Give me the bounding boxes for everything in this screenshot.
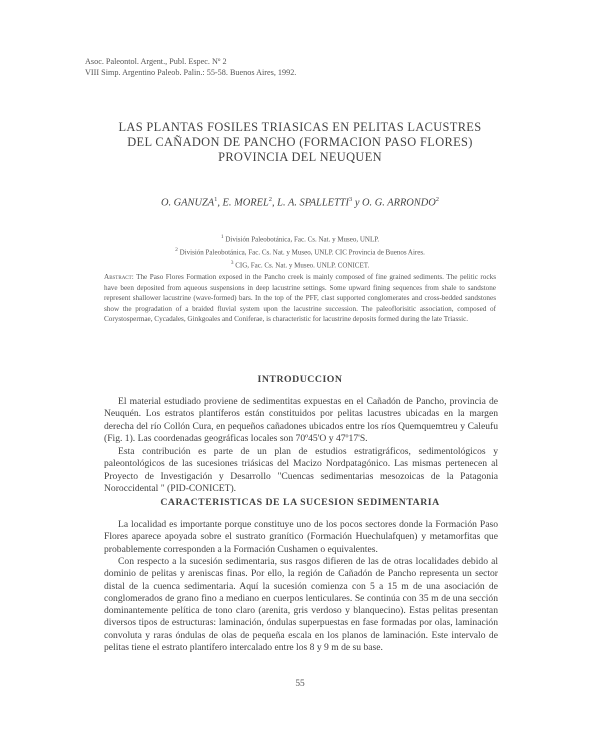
affiliation-3-mark: 3 [230,259,234,266]
title-line-1: LAS PLANTAS FOSILES TRIASICAS EN PELITAS LACUSTRES [118,120,482,134]
title-line-2: DEL CAÑADON DE PANCHO (FORMACION PASO FLORES) [127,135,473,149]
header-line-1: Asoc. Paleontol. Argent., Publ. Espec. Nº 2 [85,57,227,66]
author-3: , L. A. SPALLETTI [271,197,349,209]
author-2: , E. MOREL [217,197,269,209]
abstract-text: The Paso Flores Formation exposed in the Pancho creek is mainly composed of fine grained sediments. The pelitic rocks have been deposited from aqueous suspensions in deep lacustrine settings. Some upward fining sequences from shale to sandstone represent shallower lacustrine (wave-formed) bars. In the top of the PFF, clast supported conglomerates and cross-bedded sandstones show the progradation of a braided fluvial system upon the lacustrine succession. The paleoflorisitic association, composed of Corystospermae, Cycadales, Ginkgoales and Coniferae, is characteristic for lacustrine deposits formed during the late Triassic. [104,273,496,324]
abstract-label: Abstract: [104,273,134,281]
affiliations [100,232,500,270]
author-1-mark: 1 [214,196,218,203]
affiliation-2-mark: 2 [175,246,178,253]
publication-header [85,56,296,78]
author-list [60,196,540,208]
affiliation-2-text: División Paleobotánica, Fac. Cs. Nat. y Museo, UNLP. CIC Provincia de Buenos Aires. [177,248,425,257]
paragraph-sucesion-2 [104,556,498,654]
paper-title [60,120,540,165]
page-number: 55 [295,679,305,689]
author-3-mark: 3 [348,196,353,203]
title-line-3: PROVINCIA DEL NEUQUEN [218,150,382,164]
section-heading-caracteristicas: CARACTERISTICAS DE LA SUCESION SEDIMENTARIA [160,497,440,508]
author-1: O. GANUZA [160,197,215,209]
affiliation-3-text: CIG, Fac. Cs. Nat. y Museo. UNLP. CONICET. [233,260,370,269]
section-heading-introduccion: INTRODUCCION [257,374,343,385]
header-line-2: VIII Simp. Argentino Paleob. Palin.: 55-58. Buenos Aires, 1992. [85,68,297,77]
author-4-mark: 2 [435,196,439,203]
paragraph-intro-2 [104,446,498,495]
affiliation-1 [100,232,500,245]
paragraph-text: Con respecto a la sucesión sedimentaria, sus rasgos difieren de las de otras localidades debido al dominio de pelitas y areniscas finas. Por ello, la región de Cañadón de Pancho representa un sector distal de la cuenca sedimentaria. Aquí la sucesión comienza con 5 a 15 m de una asociación de conglomerados de grano fino a mediano en cuerpos lenticulares. Se continúa con 35 m de una sección dominantemente pelítica de tono claro (arenita, gris verdoso y blanquecino). Estas pelitas presentan diversos tipos de estructuras: laminación, óndulas superpuestas en fase formadas por olas, laminación convoluta y raras óndulas de olas de pequeña escala en los planos de laminación. Este intervalo de pelitas tiene el estrato plantífero intercalado entre los 8 y 9 m de su base. [104,556,498,654]
affiliation-1-text: División Paleobotánica, Fac. Cs. Nat. y Museo, UNLP. [223,235,380,244]
paragraph-sucesion-1 [104,519,498,556]
paragraph-text: El material estudiado proviene de sedimentitas expuestas en el Cañadón de Pancho, provincia de Neuquén. Los estratos plantíferos están constituidos por pelitas lacustres ubicadas en la margen derecha del río Collón Cura, en pequeños cañadones ubicados entre los ríos Quemquemtreu y Caleufu (Fig. 1). Las coordenadas geográficas locales son 70º45'O y 47º17'S. [104,396,498,444]
abstract [104,272,496,325]
author-2-mark: 2 [268,196,272,203]
affiliation-2 [100,245,500,258]
author-4: y O. G. ARRONDO [352,197,436,209]
affiliation-3 [100,258,500,271]
paragraph-text: La localidad es importante porque constituye uno de los pocos sectores donde la Formación Paso Flores aparece apoyada sobre el sustrato granítico (Formación Huechulafquen) y metamorfitas que probablemente corresponden a la Formación Cushamen o equivalentes. [104,519,498,555]
affiliation-1-mark: 1 [220,234,224,240]
paragraph-text: Esta contribución es parte de un plan de estudios estratigráficos, sedimentológicos y paleontológicos de las sucesiones triásicas del Macizo Nordpatagónico. Las mismas pertenecen al Proyecto de Investigación y Desarrollo "Cuencas sedimentarias mesozoicas de la Patagonia Noroccidental " (PID-CONICET). [104,446,498,494]
paragraph-intro-1 [104,396,498,445]
